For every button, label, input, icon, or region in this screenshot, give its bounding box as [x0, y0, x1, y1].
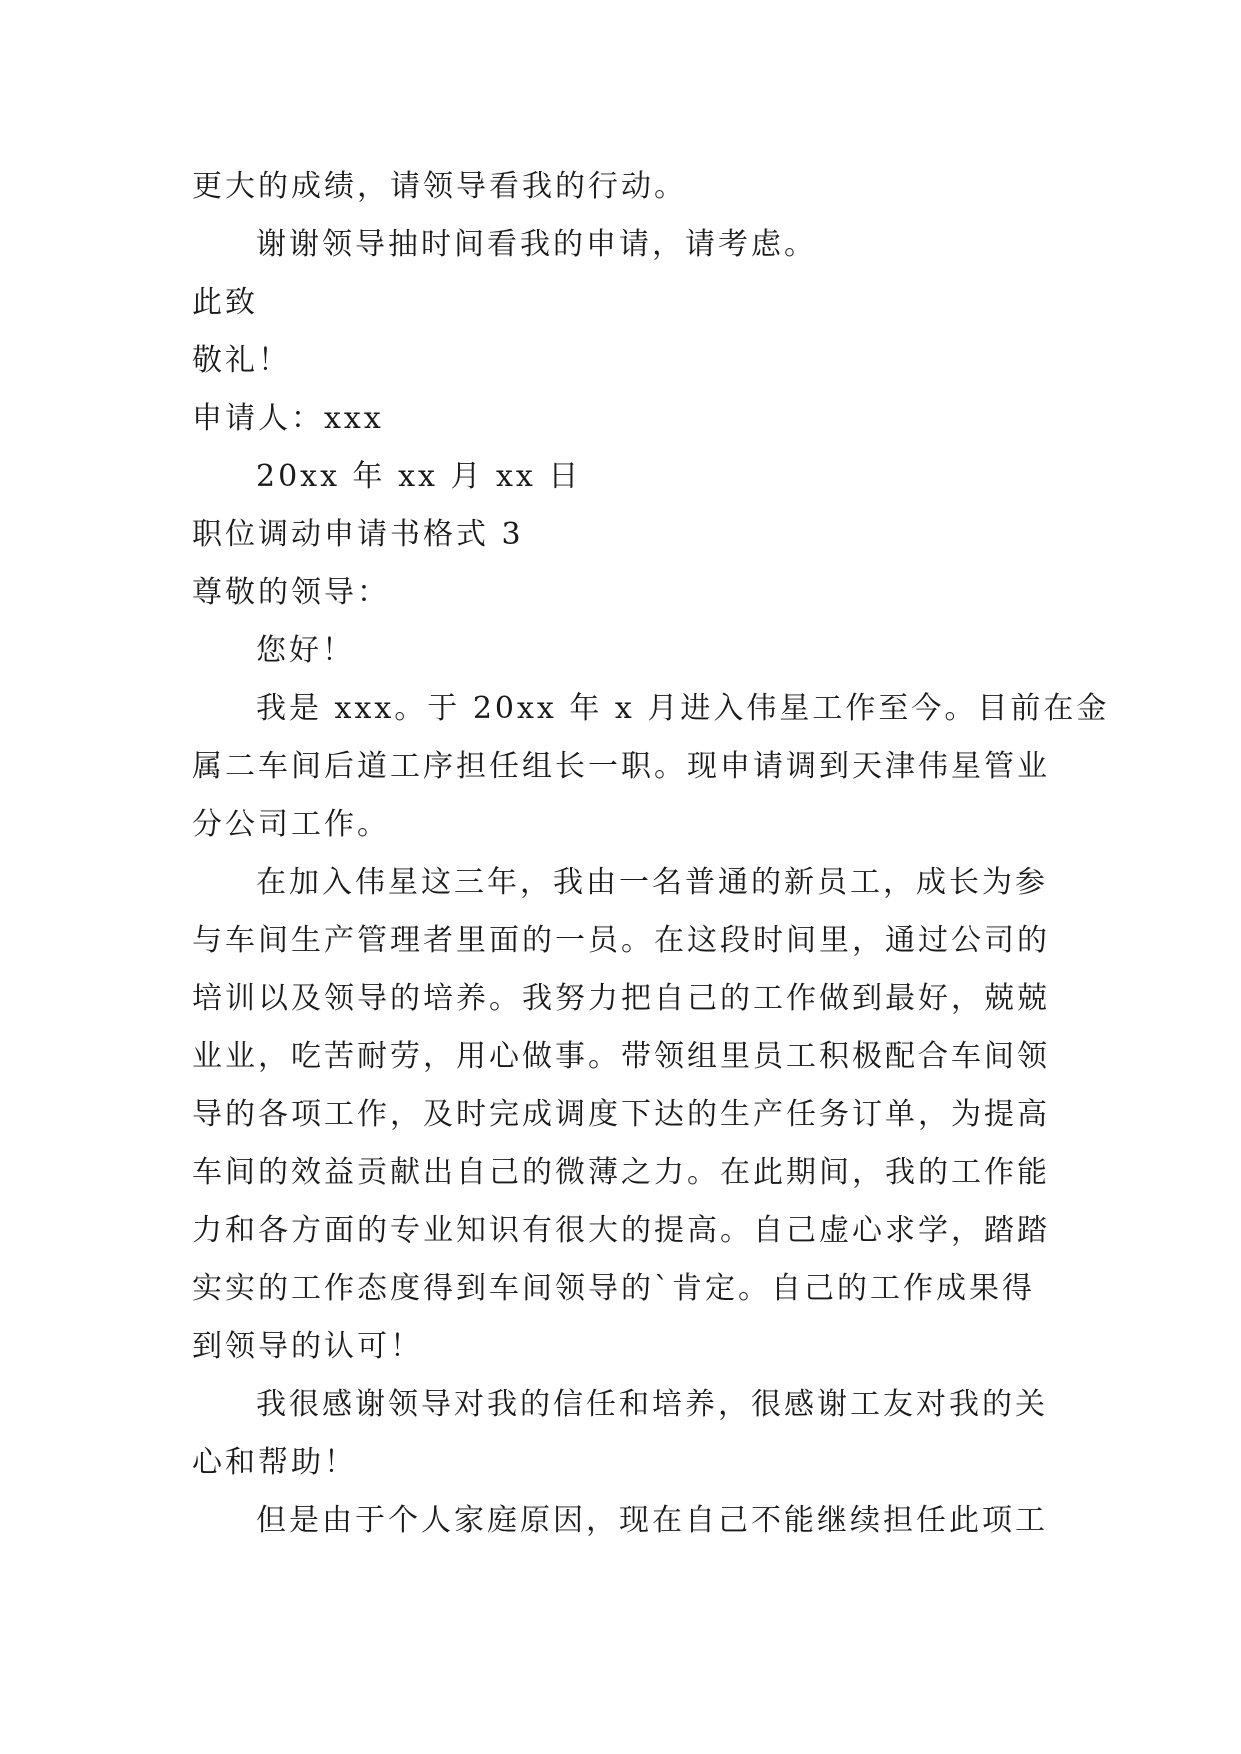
letter-salutation: 尊敬的领导：	[192, 575, 390, 610]
paragraph-2-line: 到领导的认可！	[192, 1329, 423, 1364]
paragraph-2-line: 与车间生产管理者里面的一员。在这段时间里，通过公司的	[192, 923, 1050, 958]
closing-salutation: 此致	[192, 285, 258, 320]
text-line-continuation: 更大的成绩，请领导看我的行动。	[192, 169, 687, 204]
paragraph-1-line: 我是 xxx。于 20xx 年 x 月进入伟星工作至今。目前在金	[256, 691, 1110, 726]
paragraph-2-line: 培训以及领导的培养。我努力把自己的工作做到最好，兢兢	[192, 981, 1050, 1016]
text-line-thanks: 谢谢领导抽时间看我的申请，请考虑。	[256, 227, 817, 262]
greeting-line: 您好！	[256, 633, 355, 668]
document-body	[192, 158, 1110, 1550]
section-title: 职位调动申请书格式 3	[192, 517, 524, 552]
paragraph-3-line: 心和帮助！	[192, 1445, 357, 1480]
date-line: 20xx 年 xx 月 xx 日	[256, 459, 582, 494]
paragraph-3-line: 我很感谢领导对我的信任和培养，很感谢工友对我的关	[256, 1387, 1048, 1422]
paragraph-1-line: 属二车间后道工序担任组长一职。现申请调到天津伟星管业	[192, 749, 1050, 784]
paragraph-2-line: 导的各项工作，及时完成调度下达的生产任务订单，为提高	[192, 1097, 1050, 1132]
closing-regards: 敬礼！	[192, 343, 291, 378]
paragraph-2-line: 力和各方面的专业知识有很大的提高。自己虚心求学，踏踏	[192, 1213, 1050, 1248]
paragraph-2-line: 业业，吃苦耐劳，用心做事。带领组里员工积极配合车间领	[192, 1039, 1050, 1074]
paragraph-2-line: 车间的效益贡献出自己的微薄之力。在此期间，我的工作能	[192, 1155, 1050, 1190]
paragraph-2-line: 实实的工作态度得到车间领导的`肯定。自己的工作成果得	[192, 1271, 1035, 1306]
paragraph-2-line: 在加入伟星这三年，我由一名普通的新员工，成长为参	[256, 865, 1048, 900]
paragraph-1-line: 分公司工作。	[192, 807, 390, 842]
paragraph-4-line: 但是由于个人家庭原因，现在自己不能继续担任此项工	[256, 1503, 1048, 1538]
applicant-signature: 申请人：xxx	[192, 401, 384, 436]
